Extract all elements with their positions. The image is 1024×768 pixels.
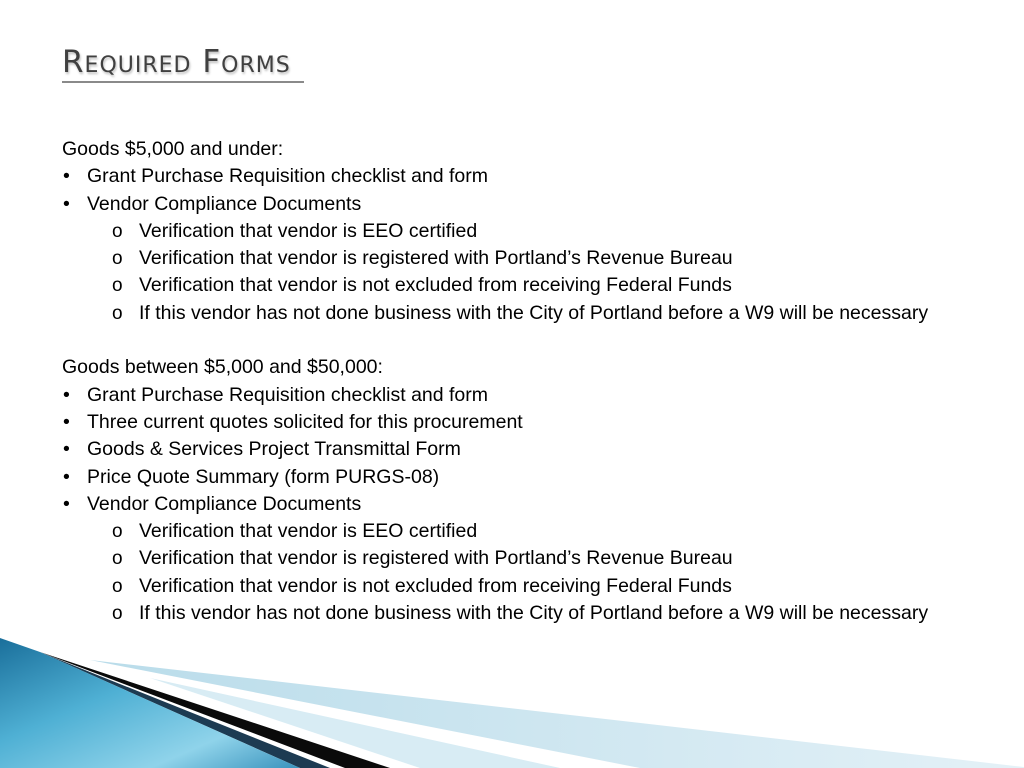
- title-underline: [62, 81, 304, 83]
- bullet-text: Price Quote Summary (form PURGS-08): [87, 465, 440, 488]
- sub-bullet-list: [62, 518, 982, 627]
- section-heading: Goods between $5,000 and $50,000:: [62, 356, 383, 379]
- bullet-item: [62, 163, 982, 190]
- sub-bullet-item: [62, 245, 982, 272]
- bullet-icon: •: [63, 192, 70, 215]
- sub-bullet-item: [62, 573, 982, 600]
- bullet-item: [62, 464, 982, 491]
- sub-bullet-text: If this vendor has not done business with the City of Portland before a W9 will be necessary: [139, 602, 929, 625]
- slide-title: Required Forms: [62, 44, 291, 80]
- sub-bullet-item: [62, 300, 982, 327]
- bullet-icon: •: [63, 492, 70, 515]
- sub-bullet-list: [62, 218, 982, 327]
- bullet-item: [62, 382, 982, 409]
- sub-bullet-text: Verification that vendor is not excluded from receiving Federal Funds: [139, 574, 732, 597]
- sub-bullet-text: Verification that vendor is registered with Portland’s Revenue Bureau: [139, 547, 733, 570]
- bullet-text: Grant Purchase Requisition checklist and form: [87, 383, 489, 406]
- sub-bullet-item: [62, 272, 982, 299]
- bullet-icon: •: [63, 465, 70, 488]
- decorative-swoosh: [0, 638, 1024, 768]
- bullet-item: [62, 191, 982, 218]
- sub-bullet-text: Verification that vendor is not excluded from receiving Federal Funds: [139, 274, 732, 297]
- bullet-item: [62, 436, 982, 463]
- sub-bullet-text: If this vendor has not done business with the City of Portland before a W9 will be necessary: [139, 301, 929, 324]
- circle-bullet-icon: o: [112, 220, 123, 242]
- circle-bullet-icon: o: [112, 302, 123, 324]
- circle-bullet-icon: o: [112, 575, 123, 597]
- sub-bullet-item: [62, 600, 982, 627]
- sub-bullet-text: Verification that vendor is registered with Portland’s Revenue Bureau: [139, 247, 733, 270]
- bullet-text: Grant Purchase Requisition checklist and form: [87, 165, 489, 188]
- sub-bullet-text: Verification that vendor is EEO certified: [139, 520, 478, 543]
- bullet-icon: •: [63, 383, 70, 406]
- circle-bullet-icon: o: [112, 248, 123, 270]
- bullet-item: [62, 491, 982, 518]
- bullet-list: [62, 163, 982, 327]
- bullet-icon: •: [63, 438, 70, 461]
- sub-bullet-text: Verification that vendor is EEO certified: [139, 219, 478, 242]
- bullet-icon: •: [63, 165, 70, 188]
- bullet-text: Three current quotes solicited for this procurement: [87, 410, 523, 433]
- circle-bullet-icon: o: [112, 521, 123, 543]
- bullet-text: Goods & Services Project Transmittal Form: [87, 438, 461, 461]
- bullet-text: Vendor Compliance Documents: [87, 492, 362, 515]
- circle-bullet-icon: o: [112, 603, 123, 625]
- section-spacer: [62, 327, 982, 354]
- bullet-list: [62, 382, 982, 628]
- section-heading: Goods $5,000 and under:: [62, 138, 284, 160]
- slide-body: [62, 136, 982, 627]
- bullet-item: [62, 409, 982, 436]
- bullet-text: Vendor Compliance Documents: [87, 192, 362, 215]
- circle-bullet-icon: o: [112, 548, 123, 570]
- bullet-icon: •: [63, 410, 70, 433]
- sub-bullet-item: [62, 545, 982, 572]
- sub-bullet-item: [62, 218, 982, 245]
- circle-bullet-icon: o: [112, 275, 123, 297]
- sub-bullet-item: [62, 518, 982, 545]
